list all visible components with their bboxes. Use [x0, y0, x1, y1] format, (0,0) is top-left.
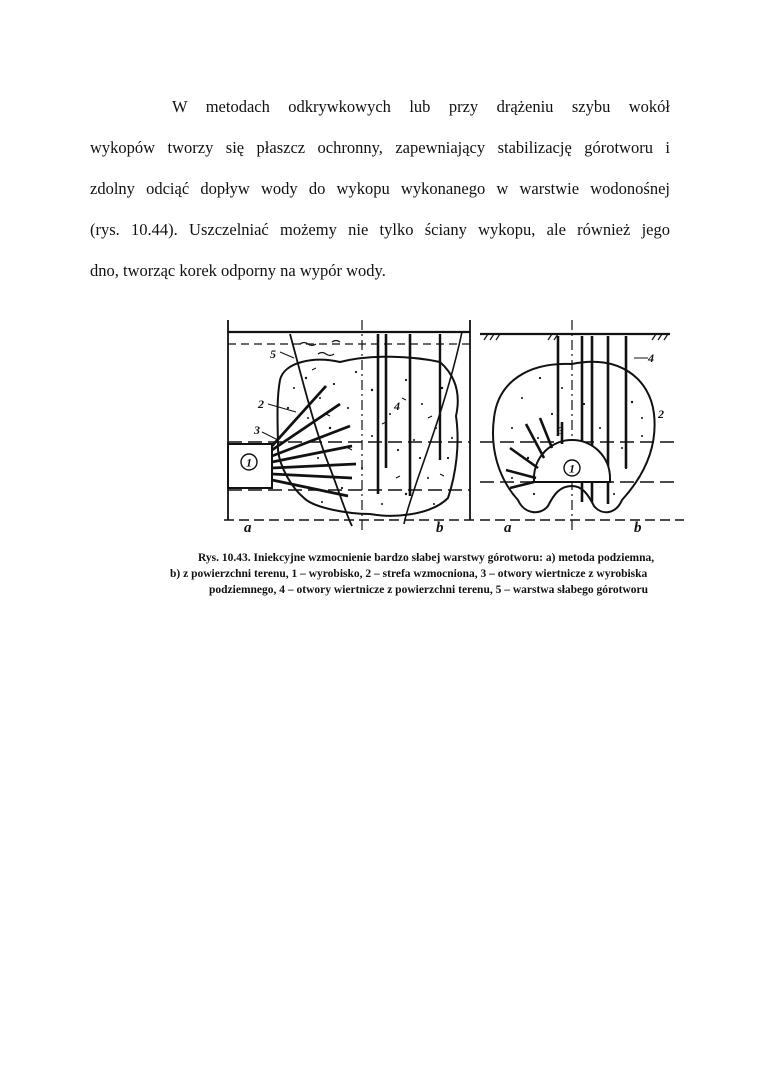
paragraph-line: (rys. 10.44). Uszczelniać możemy nie tylko ściany wykopu, ale również jego: [90, 220, 670, 239]
caption-line: Rys. 10.43. Iniekcyjne wzmocnienie bardzo słabej warstwy górotworu: a) metoda podziemna,: [198, 552, 655, 564]
label-b-right: b: [634, 520, 642, 534]
reinforced-zone-2: [278, 357, 458, 516]
label-2-right: 2: [658, 407, 664, 421]
zone-speckle: [287, 371, 453, 505]
leader-line: [280, 352, 294, 358]
label-4-right: 4: [648, 351, 654, 365]
label-b-left: b: [436, 520, 444, 534]
reinforced-zone-2: [493, 362, 655, 513]
label-a-right: a: [504, 520, 512, 534]
label-a-left: a: [244, 520, 252, 534]
leader-line: [268, 404, 296, 412]
radial-boreholes-3: [272, 386, 356, 496]
label-3-right: 3: [558, 425, 564, 437]
label-2-left: 2: [258, 397, 264, 411]
body-paragraph: [90, 86, 670, 291]
panel-a-underground-method: [224, 320, 474, 530]
label-3-left: 3: [254, 423, 260, 437]
label-1-left: 1: [246, 455, 252, 470]
caption-line: b) z powierzchni terenu, 1 – wyrobisko, 2 – strefa wzmocniona, 3 – otwory wiertnicze z wyrobiska: [170, 568, 648, 580]
weak-layer-hatch: [300, 341, 340, 356]
label-1-right: 1: [569, 461, 575, 476]
label-5: 5: [270, 347, 276, 361]
leader-line: [262, 432, 278, 440]
caption-line: podziemnego, 4 – otwory wiertnicze z powierzchni terenu, 5 – warstwa słabego górotworu: [209, 584, 649, 596]
injection-figure: [222, 318, 690, 534]
label-4-left: 4: [394, 399, 400, 413]
paragraph-line: W metodach odkrywkowych lub przy drążeniu szybu wokół: [172, 97, 670, 116]
injection-diagram: [222, 318, 690, 534]
figure-caption: [170, 550, 730, 598]
paragraph-line: wykopów tworzy się płaszcz ochronny, zapewniający stabilizację górotworu i: [90, 138, 670, 157]
paragraph-line: dno, tworząc korek odporny na wypór wody.: [90, 261, 386, 280]
paragraph-line: zdolny odciąć dopływ wody do wykopu wykonanego w warstwie wodonośnej: [90, 179, 670, 198]
